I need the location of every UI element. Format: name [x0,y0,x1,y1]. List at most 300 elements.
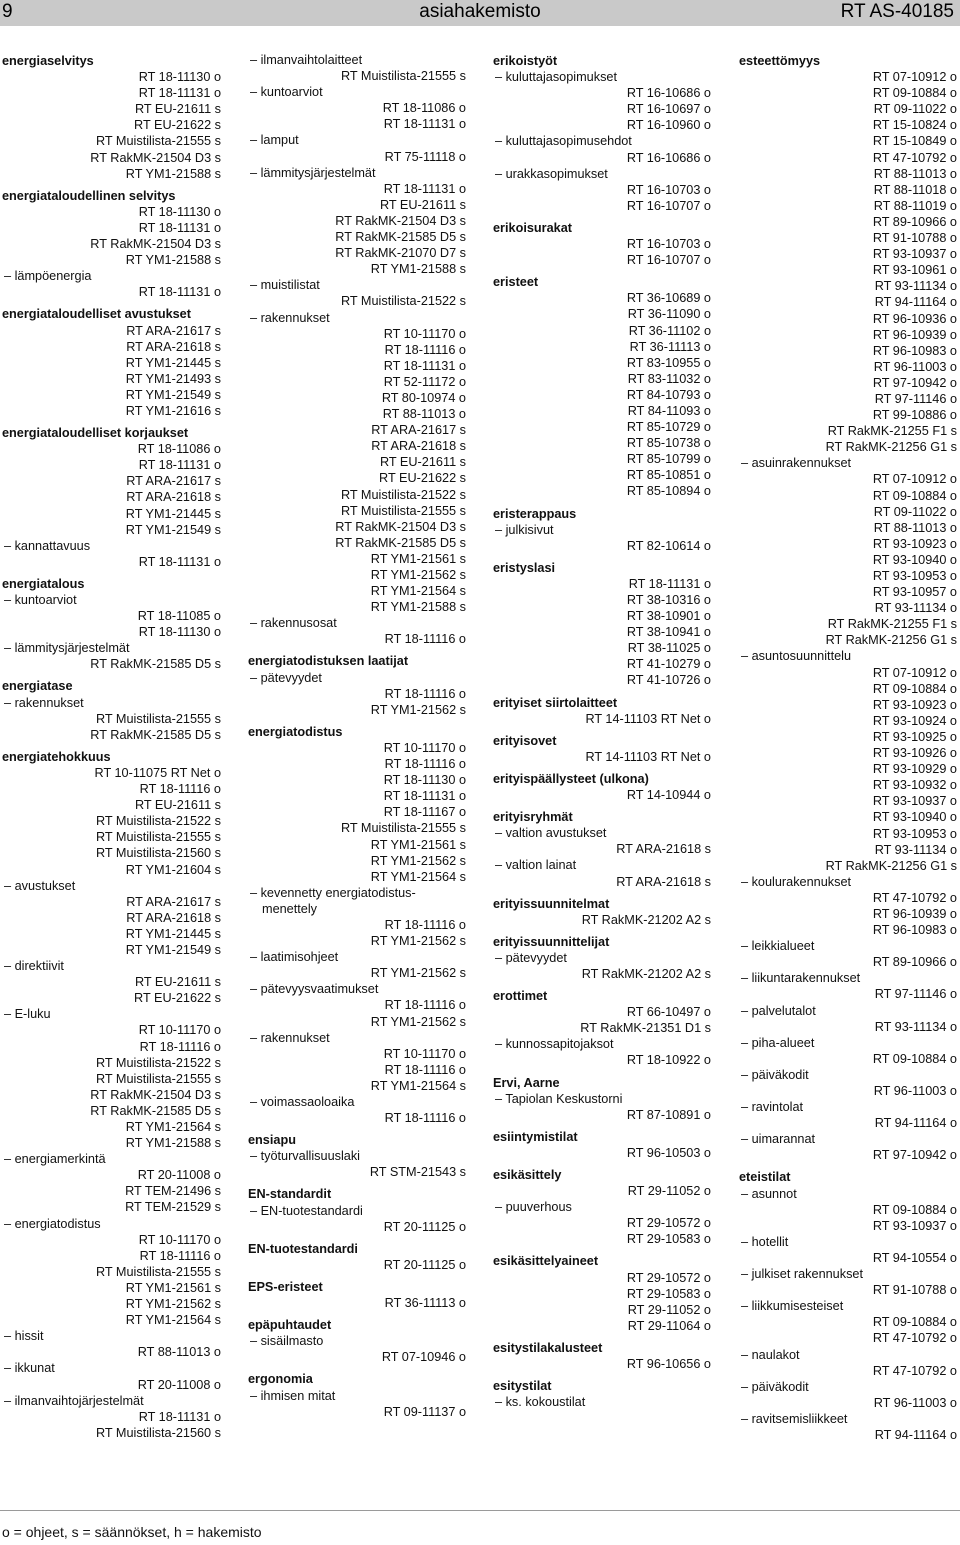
document-reference: RT YM1-21562 s [370,1014,466,1029]
entry-spacer [2,419,221,424]
entry-spacer [493,1247,711,1252]
document-reference: RT 99-10886 o [872,408,957,423]
document-reference: RT 09-11137 o [383,1404,466,1419]
document-reference: RT YM1-21588 s [125,253,221,268]
document-reference: RT YM1-21588 s [125,1136,221,1151]
document-reference: RT 18-11131 o [383,358,466,373]
document-reference: RT 93-10923 o [872,697,957,712]
document-reference: RT 18-11085 o [137,609,221,624]
document-reference: RT 38-10941 o [626,625,711,640]
entry-spacer [248,1180,466,1185]
document-reference: RT 29-11052 o [627,1184,711,1199]
document-reference: RT RakMK-21585 D5 s [90,727,221,742]
entry-spacer [493,803,711,808]
index-subterm: – rakennusosat [250,616,337,631]
document-reference: RT 18-10922 o [626,1053,711,1068]
index-subterm: – palvelutalot [741,1003,816,1018]
document-reference: RT YM1-21561 s [370,837,466,852]
document-reference: RT 18-11131 o [138,1409,221,1424]
document-reference: RT 09-11022 o [873,102,957,117]
index-subterm: – ravintolat [741,1100,804,1115]
index-term: esitystilat [493,1379,552,1394]
document-reference: RT 38-10316 o [626,593,711,607]
index-subterm: – ikkunat [4,1361,55,1376]
index-subterm: – avustukset [4,878,76,893]
index-subterm: – kuluttajasopimusehdot [495,134,632,149]
index-subterm: – kuluttajasopimukset [495,70,618,85]
index-subterm: – kunnossapitojaksot [495,1037,614,1052]
index-term: esiintymistilat [493,1129,578,1144]
entry-spacer [248,1273,466,1278]
document-reference: RT 47-10792 o [872,890,957,905]
entry-spacer [493,1161,711,1166]
document-reference: RT Muistilista-21522 s [95,814,221,829]
index-subterm: – kuntoarviot [4,593,77,607]
document-reference: RT TEM-21496 s [125,1184,221,1199]
document-reference: RT 84-10793 o [626,387,711,402]
document-reference: RT 88-11018 o [873,182,957,197]
index-subterm: – rakennukset [4,695,84,710]
document-reference: RT 36-11102 o [628,323,711,338]
document-reference: RT 93-10937 o [872,794,957,809]
document-reference: RT ARA-21617 s [371,423,466,438]
index-term: energiatase [2,679,73,694]
document-reference: RT 91-10788 o [872,1283,957,1298]
document-reference: RT 18-11131 o [138,86,221,101]
index-subterm: – leikkialueet [741,939,815,954]
document-reference: RT 85-10738 o [626,436,711,451]
document-reference: RT 94-10554 o [872,1250,957,1265]
document-reference: RT YM1-21564 s [370,584,466,599]
document-reference: RT Muistilista-21522 s [95,1055,221,1070]
document-reference: RT 18-11130 o [138,70,221,85]
entry-spacer [2,182,221,187]
document-reference: RT 96-10983 o [872,343,957,358]
entry-spacer [248,647,466,652]
entry-spacer [248,1365,466,1370]
index-subterm: – naulakot [741,1347,800,1362]
page-header [0,0,960,26]
document-reference: RT EU-21611 s [134,798,221,813]
document-reference: RT RakMK-21255 F1 s [827,424,957,439]
document-reference: RT YM1-21564 s [125,1313,221,1328]
document-reference: RT ARA-21618 s [616,874,711,889]
index-subterm: – energiatodistus [4,1216,101,1231]
document-reference: RT 18-11116 o [384,632,466,647]
index-subterm: – puuverhous [495,1200,572,1215]
index-subterm: – valtion lainat [495,858,577,873]
document-reference: RT 83-11032 o [627,371,711,386]
index-term: ergonomia [248,1372,313,1387]
document-reference: RT 16-10686 o [626,150,711,165]
index-subterm: – energiamerkintä [4,1152,106,1167]
document-reference: RT 93-11134 o [874,1019,957,1034]
document-reference: RT YM1-21564 s [125,1120,221,1134]
document-reference: RT 29-11064 o [627,1318,711,1333]
document-reference: RT 16-10703 o [626,182,711,197]
document-reference: RT RakMK-21256 G1 s [825,858,957,873]
index-term: eristyslasi [493,560,556,575]
document-reference: RT 18-11116 o [384,998,466,1013]
document-reference: RT 97-10942 o [872,1148,957,1163]
index-term: epäpuhtaudet [248,1318,332,1333]
document-reference: RT 18-11116 o [384,757,466,772]
document-reference: RT YM1-21561 s [125,1280,221,1295]
document-reference: RT 97-11146 o [874,391,957,406]
document-reference: RT RakMK-21202 A2 s [581,966,711,981]
index-subterm: – lamput [250,133,299,148]
index-subterm: – hotellit [741,1234,789,1249]
index-term: ensiapu [248,1133,296,1148]
document-reference: RT YM1-21493 s [125,371,221,386]
entry-spacer [493,268,711,273]
index-subterm: – rakennukset [250,310,330,325]
index-subterm: – asuinrakennukset [741,456,852,471]
document-reference: RT RakMK-21351 D1 s [580,1021,711,1036]
index-term: erityisovet [493,733,557,748]
index-subterm: – pätevyysvaatimukset [250,982,379,997]
document-reference: RT 18-11130 o [138,204,221,219]
document-code: RT AS-40185 [840,1,954,22]
index-term: eristerappaus [493,506,577,521]
document-reference: RT 16-10703 o [626,237,711,252]
entry-spacer [493,1334,711,1339]
document-reference: RT RakMK-21256 G1 s [825,440,957,455]
document-reference: RT 93-10924 o [872,713,957,728]
document-reference: RT 18-11130 o [138,625,221,640]
document-reference: RT YM1-21564 s [370,869,466,884]
document-reference: RT 10-11170 o [383,326,466,341]
document-reference: RT 18-11131 o [383,117,466,132]
document-reference: RT 93-11134 o [874,279,957,294]
document-reference: RT 93-10940 o [872,552,957,567]
document-reference: RT 83-10955 o [626,355,711,370]
document-reference: RT 93-10937 o [872,247,957,262]
document-reference: RT Muistilista-21555 s [340,69,466,84]
document-reference: RT 93-10940 o [872,810,957,825]
document-reference: RT 89-10966 o [872,955,957,970]
index-term: energiaselvitys [2,54,94,68]
document-reference: RT 18-11167 o [383,805,466,820]
document-reference: RT 47-10792 o [872,150,957,165]
document-reference: RT 36-11090 o [627,307,711,322]
document-reference: RT 14-10944 o [626,788,711,803]
document-reference: RT 93-11134 o [874,842,957,857]
index-term: erityissuunnitelmat [493,896,610,911]
document-reference: RT EU-21611 s [134,975,221,990]
document-reference: RT 93-10923 o [872,536,957,551]
index-term: energiatodistuksen laatijat [248,654,409,669]
document-reference: RT YM1-21562 s [370,853,466,868]
index-term: eteistilat [739,1170,791,1185]
document-reference: RT 20-11008 o [137,1168,221,1183]
document-reference: RT 80-10974 o [381,390,466,405]
document-reference: RT 10-11170 o [383,740,466,755]
document-reference: RT YM1-21588 s [370,600,466,615]
document-reference: RT 93-10953 o [872,569,957,583]
document-reference: RT 52-11172 o [383,374,466,389]
index-subterm: – liikkumisesteiset [741,1299,844,1314]
index-term: EN-tuotestandardi [248,1241,358,1256]
document-reference: RT 29-10572 o [626,1216,711,1231]
entry-spacer [248,1311,466,1316]
document-reference: RT YM1-21588 s [370,262,466,277]
document-reference: RT 14-11103 RT Net o [585,711,711,726]
index-subterm: – Tapiolan Keskustorni [495,1091,623,1106]
index-column-2 [248,52,466,1420]
entry-spacer [493,689,711,694]
document-reference: RT EU-21611 s [379,197,466,212]
document-reference: RT 96-10939 o [872,327,957,342]
legend-footnote: o = ohjeet, s = säännökset, h = hakemisto [2,1524,262,1540]
document-reference: RT 07-10912 o [872,70,957,85]
document-reference: RT 18-11116 o [139,1039,221,1054]
index-subterm: – asuntosuunnittelu [741,649,852,664]
document-reference: RT Muistilista-21555 s [340,821,466,836]
document-reference: RT YM1-21549 s [125,522,221,537]
entry-spacer [493,1123,711,1128]
document-reference: RT 96-10983 o [872,923,957,938]
document-reference: RT 87-10891 o [626,1107,711,1122]
document-reference: RT 91-10788 o [872,231,957,246]
document-reference: RT 94-11164 o [874,1427,957,1442]
document-reference: RT 96-10939 o [872,906,957,921]
entry-spacer [493,765,711,770]
document-reference: RT 29-11052 o [627,1302,711,1317]
document-reference: RT 14-11103 RT Net o [585,749,711,764]
index-term: erottimet [493,989,548,1004]
document-reference: RT 93-10926 o [872,746,957,761]
document-reference: RT YM1-21588 s [125,166,221,181]
document-reference: RT 88-11013 o [873,520,957,535]
document-reference: RT 18-11130 o [383,773,466,788]
index-term: esikäsittely [493,1168,562,1182]
index-subterm: – julkiset rakennukset [741,1267,864,1282]
document-reference: RT 97-11146 o [874,987,957,1002]
document-reference: RT YM1-21562 s [370,568,466,582]
index-subterm: – urakkasopimukset [495,166,608,181]
document-reference: RT 07-10946 o [381,1350,466,1365]
document-reference: RT YM1-21562 s [370,702,466,717]
document-reference: RT 18-11131 o [383,789,466,804]
index-subterm: – ravitsemisliikkeet [741,1411,848,1426]
document-reference: RT ARA-21618 s [371,439,466,454]
document-reference: RT 09-10884 o [872,488,957,503]
entry-spacer [2,570,221,575]
document-reference: RT 47-10792 o [872,1363,957,1378]
document-reference: RT Muistilista-21555 s [95,830,221,845]
document-reference: RT 41-10279 o [626,657,711,672]
document-reference: RT ARA-21618 s [616,842,711,857]
document-reference: RT 93-11134 o [874,601,957,616]
document-reference: RT 96-11003 o [873,1084,957,1098]
index-term: energiataloudelliset avustukset [2,307,191,322]
document-reference: RT RakMK-21585 D5 s [90,657,221,672]
document-reference: RT 93-10929 o [872,762,957,777]
document-reference: RT Muistilista-21522 s [340,294,466,309]
document-reference: RT 66-10497 o [626,1005,711,1020]
document-reference: RT 18-11116 o [384,917,466,932]
index-subterm: – uimarannat [741,1132,816,1147]
entry-spacer [493,982,711,987]
index-subterm: – työturvallisuuslaki [250,1149,361,1164]
index-term: energiatodistus [248,724,343,739]
index-subterm: – hissit [4,1329,44,1344]
index-subterm: – liikuntarakennukset [741,971,861,986]
document-reference: RT EU-21611 s [379,455,466,470]
index-subterm: – sisäilmasto [250,1334,324,1349]
index-subterm: – päiväkodit [741,1379,809,1394]
document-reference: RT 09-10884 o [872,1315,957,1330]
document-reference: RT 94-11164 o [874,295,957,310]
document-reference: RT YM1-21561 s [370,551,466,566]
document-reference: RT RakMK-21585 D5 s [335,535,466,550]
index-term: energiatalous [2,576,85,591]
document-reference: RT 10-11170 o [383,1046,466,1061]
document-reference: RT EU-21622 s [134,991,221,1006]
document-reference: RT RakMK-21504 D3 s [335,519,466,534]
document-reference: RT YM1-21562 s [370,966,466,981]
document-reference: RT 18-11116 o [384,1062,466,1077]
document-reference: RT 18-11131 o [138,458,221,473]
document-reference: RT 85-10729 o [626,420,711,435]
page-title: asiahakemisto [419,1,541,22]
document-reference: RT 38-10901 o [626,609,711,624]
index-subterm: – ks. kokoustilat [495,1395,586,1410]
document-reference: RT Muistilista-21522 s [340,487,466,502]
document-reference: RT 93-10961 o [872,263,957,278]
document-reference: RT 85-10894 o [626,484,711,499]
document-reference: RT 85-10799 o [626,452,711,467]
entry-spacer [493,1372,711,1377]
document-reference: RT 18-11116 o [384,1111,466,1126]
index-term: energiataloudellinen selvitys [2,188,176,203]
document-reference: RT Muistilista-21560 s [95,1425,221,1440]
document-reference: RT RakMK-21504 D3 s [90,237,221,252]
document-reference: RT 07-10912 o [872,472,957,487]
index-subterm: – kuntoarviot [250,85,323,100]
index-term: erityispäällysteet (ulkona) [493,771,649,786]
index-term: erityissuunnittelijat [493,934,610,949]
document-reference: RT 09-10884 o [872,681,957,696]
index-subterm: – ihmisen mitat [250,1388,336,1403]
index-subterm: – kannattavuus [4,538,91,553]
index-term: energiataloudelliset korjaukset [2,426,189,441]
document-reference: RT 94-11164 o [874,1116,957,1131]
entry-spacer [493,928,711,933]
document-reference: RT TEM-21529 s [125,1200,221,1215]
document-reference: RT ARA-21617 s [126,323,221,338]
index-subterm: – pätevyydet [250,670,322,685]
index-subterm: menettely [262,901,318,916]
index-term: erikoisurakat [493,220,572,235]
document-reference: RT 20-11125 o [383,1219,466,1234]
document-reference: RT 16-10707 o [626,253,711,268]
document-reference: RT YM1-21445 s [125,506,221,521]
index-subterm: – E-luku [4,1007,51,1022]
document-reference: RT RakMK-21070 D7 s [335,246,466,261]
document-reference: RT 75-11118 o [384,149,466,164]
entry-spacer [493,500,711,505]
document-reference: RT 15-10849 o [872,134,957,149]
document-reference: RT ARA-21618 s [126,910,221,925]
document-reference: RT 47-10792 o [872,1331,957,1346]
document-reference: RT 29-10572 o [626,1270,711,1285]
document-reference: RT 10-11170 o [138,1232,221,1247]
document-reference: RT ARA-21617 s [126,474,221,489]
index-term: erityisryhmät [493,810,573,825]
document-reference: RT 93-10953 o [872,826,957,841]
document-reference: RT 41-10726 o [626,673,711,688]
index-term: esteettömyys [739,54,821,68]
document-reference: RT 93-10925 o [872,729,957,744]
document-reference: RT 18-11116 o [139,782,221,797]
document-reference: RT Muistilista-21555 s [95,1071,221,1086]
index-subterm: – kevennetty energiatodistus- [250,885,416,900]
document-reference: RT 16-10960 o [626,118,711,133]
index-term: eristeet [493,275,539,290]
index-term: esikäsittelyaineet [493,1254,599,1269]
document-reference: RT YM1-21549 s [125,387,221,402]
document-reference: RT 09-10884 o [872,1202,957,1217]
document-reference: RT Muistilista-21555 s [95,134,221,149]
document-reference: RT 97-10942 o [872,375,957,390]
document-reference: RT YM1-21562 s [125,1297,221,1312]
index-term: EPS-eristeet [248,1279,323,1294]
document-reference: RT ARA-21617 s [126,894,221,909]
entry-spacer [248,1235,466,1240]
document-reference: RT 93-10957 o [872,585,957,600]
index-subterm: – koulurakennukset [741,874,852,889]
index-subterm: – laatimisohjeet [250,950,339,965]
document-reference: RT 38-11025 o [627,641,711,656]
document-reference: RT 18-11131 o [138,554,221,569]
document-reference: RT 20-11125 o [383,1257,466,1272]
document-reference: RT STM-21543 s [369,1165,466,1180]
document-reference: RT 88-11019 o [873,198,957,213]
index-subterm: – piha-alueet [741,1035,815,1050]
index-term: Ervi, Aarne [493,1075,560,1090]
index-subterm: – EN-tuotestandardi [250,1203,363,1218]
document-reference: RT YM1-21562 s [370,934,466,949]
document-reference: RT 18-11131 o [138,220,221,235]
entry-spacer [2,672,221,677]
document-reference: RT 96-10936 o [872,311,957,326]
document-reference: RT 96-10503 o [626,1145,711,1160]
document-reference: RT 16-10697 o [626,102,711,117]
index-term: esitystilakalusteet [493,1340,603,1355]
index-subterm: – valtion avustukset [495,826,607,841]
document-reference: RT 29-10583 o [626,1286,711,1301]
document-reference: RT ARA-21618 s [126,339,221,354]
index-subterm: – direktiivit [4,959,64,974]
document-reference: RT EU-21622 s [379,471,466,486]
document-reference: RT RakMK-21504 D3 s [90,1087,221,1102]
document-reference: RT 96-10656 o [626,1357,711,1372]
document-reference: RT 18-11086 o [382,101,466,116]
document-reference: RT RakMK-21256 G1 s [825,633,957,648]
document-reference: RT 09-10884 o [872,86,957,101]
document-reference: RT 09-11022 o [873,504,957,519]
index-subterm: – asunnot [741,1186,797,1201]
index-subterm: – julkisivut [495,522,554,537]
index-subterm: – ilmanvaihtolaitteet [250,53,363,67]
entry-spacer [2,743,221,748]
document-reference: RT 89-10966 o [872,214,957,229]
index-subterm: – ilmanvaihtojärjestelmät [4,1393,144,1408]
entry-spacer [2,300,221,305]
document-reference: RT 18-11116 o [139,1248,221,1263]
